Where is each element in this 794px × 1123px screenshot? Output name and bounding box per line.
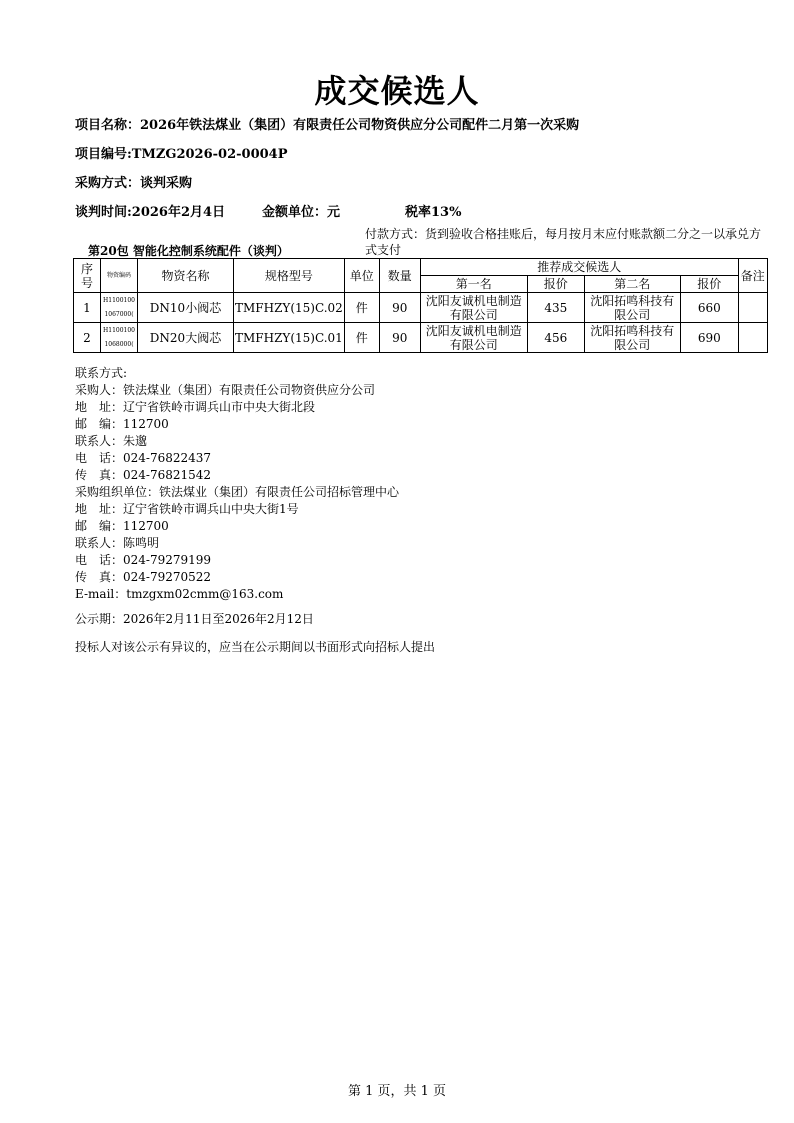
cell-remark [738, 323, 767, 353]
cell-code: H11001001067000( [101, 293, 138, 323]
cell-second: 沈阳拓鸣科技有限公司 [584, 293, 680, 323]
email-link[interactable]: E-mail：tmzgxm02cmm@163.com [75, 587, 284, 601]
cell-code: H11001001068000( [101, 323, 138, 353]
cell-name: DN20大阀芯 [138, 323, 234, 353]
agency-phone: 电 话：024-79279199 [75, 553, 212, 567]
table-row [74, 293, 768, 323]
project-number: 项目编号:TMZG2026-02-0004P [75, 147, 288, 162]
header-spec: 规格型号 [234, 259, 345, 293]
package-title: 第20包 智能化控制系统配件（谈判） [88, 244, 289, 258]
buyer-zip: 邮 编：112700 [75, 417, 169, 431]
buyer-fax: 传 真：024-76821542 [75, 468, 212, 482]
cell-first: 沈阳友诚机电制造有限公司 [420, 323, 527, 353]
payment-terms: 付款方式：货到验收合格挂账后，每月按月末应付账款额二分之一以承兑方式支付 [365, 227, 762, 257]
contact-heading: 联系方式: [75, 366, 128, 380]
buyer-contact-person: 联系人：朱邈 [75, 434, 148, 448]
header-remark: 备注 [738, 259, 767, 293]
cell-qty: 90 [379, 293, 420, 323]
buyer-name: 采购人：铁法煤业（集团）有限责任公司物资供应分公司 [75, 383, 376, 397]
agency-name: 采购组织单位：铁法煤业（集团）有限责任公司招标管理中心 [75, 485, 400, 499]
header-recommend: 推荐成交候选人 [420, 259, 738, 276]
table-header-row [74, 259, 768, 276]
header-second: 第二名 [584, 276, 680, 293]
cell-spec: TMFHZY(15)C.02 [234, 293, 345, 323]
project-name: 项目名称：2026年铁法煤业（集团）有限责任公司物资供应分公司配件二月第一次采购 [75, 118, 580, 133]
header-seq: 序号 [74, 259, 101, 293]
page-title: 成交候选人 [314, 72, 480, 110]
cell-spec: TMFHZY(15)C.01 [234, 323, 345, 353]
agency-fax: 传 真：024-79270522 [75, 570, 212, 584]
amount-unit: 金额单位：元 [262, 205, 341, 220]
header-name: 物资名称 [138, 259, 234, 293]
header-first: 第一名 [420, 276, 527, 293]
cell-price2: 690 [680, 323, 738, 353]
table-row [74, 323, 768, 353]
cell-second: 沈阳拓鸣科技有限公司 [584, 323, 680, 353]
buyer-phone: 电 话：024-76822437 [75, 451, 212, 465]
negotiation-time: 谈判时间:2026年2月4日 [75, 205, 226, 220]
cell-unit: 件 [344, 293, 379, 323]
cell-seq: 1 [74, 293, 101, 323]
cell-price2: 660 [680, 293, 738, 323]
header-code: 物资编码 [101, 259, 138, 293]
header-qty: 数量 [379, 259, 420, 293]
procurement-method: 采购方式：谈判采购 [75, 176, 193, 191]
agency-address: 地 址：辽宁省铁岭市调兵山中央大街1号 [75, 502, 299, 516]
cell-first: 沈阳友诚机电制造有限公司 [420, 293, 527, 323]
page-footer: 第 1 页，共 1 页 [347, 1084, 447, 1099]
agency-contact-person: 联系人：陈鸣明 [75, 536, 160, 550]
candidate-table [73, 258, 768, 353]
buyer-address: 地 址：辽宁省铁岭市调兵山市中央大街北段 [75, 400, 316, 414]
agency-zip: 邮 编：112700 [75, 519, 169, 533]
header-unit: 单位 [344, 259, 379, 293]
cell-name: DN10小阀芯 [138, 293, 234, 323]
cell-qty: 90 [379, 323, 420, 353]
header-price1: 报价 [527, 276, 584, 293]
cell-price1: 456 [527, 323, 584, 353]
cell-unit: 件 [344, 323, 379, 353]
notice-period: 公示期：2026年2月11日至2026年2月12日 [75, 612, 314, 626]
cell-seq: 2 [74, 323, 101, 353]
tax-rate: 税率13% [405, 205, 462, 220]
objection-notice: 投标人对该公示有异议的，应当在公示期间以书面形式向招标人提出 [75, 640, 436, 654]
cell-remark [738, 293, 767, 323]
cell-price1: 435 [527, 293, 584, 323]
header-price2: 报价 [680, 276, 738, 293]
